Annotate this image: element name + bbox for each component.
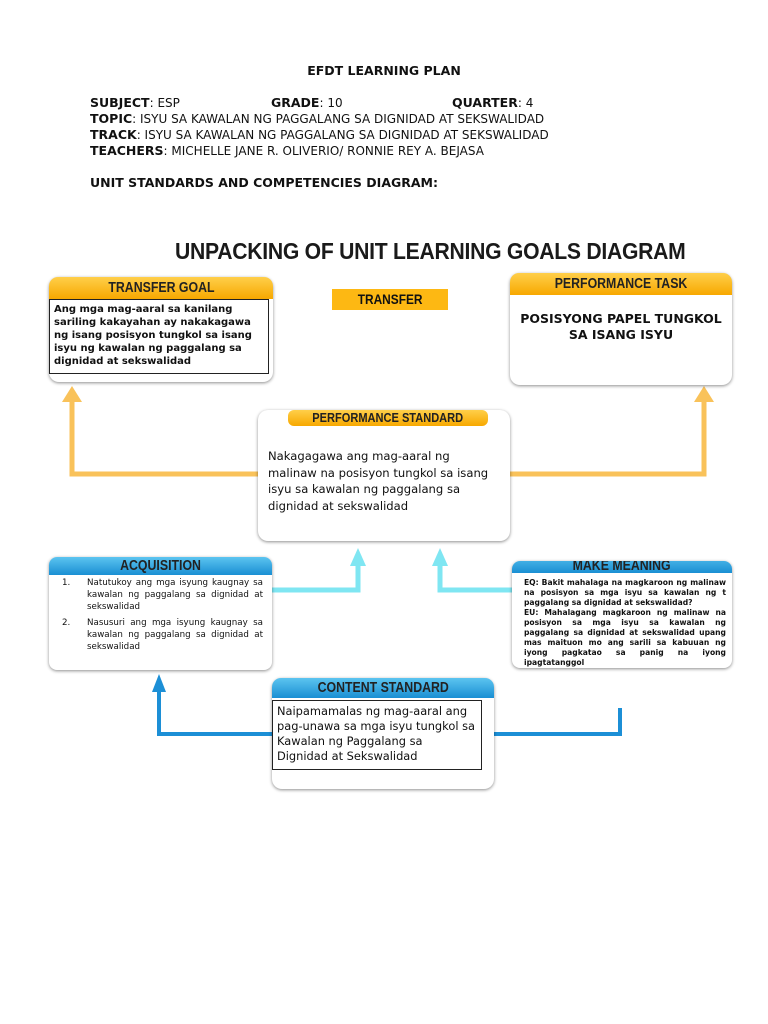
performance-standard-header-text: PERFORMANCE STANDARD (312, 410, 464, 425)
grade-label: GRADE (271, 95, 320, 110)
make-meaning-arrowhead (432, 548, 448, 566)
performance-standard-card (258, 410, 510, 541)
subject-label: SUBJECT (90, 95, 150, 110)
acquisition-arrowhead (350, 548, 366, 566)
teachers-line: TEACHERS: MICHELLE JANE R. OLIVERIO/ RONNIE REY A. BEJASA (90, 143, 484, 158)
acquisition-arrow (272, 562, 358, 590)
essential-question: EQ: Bakit mahalaga na magkaroon ng malinaw na posisyon sa mga isyu sa kawalan ng t paggalang sa dignidad at sekswalidad? (524, 578, 726, 607)
transfer-goal-card (49, 277, 273, 382)
document-title: EFDT LEARNING PLAN (307, 63, 461, 78)
performance-standard-text: Nakagagawa ang mag-aaral ng malinaw na posisyon tungkol sa isang isyu sa kawalan ng paggalang sa dignidad at sekswalidad (268, 449, 489, 513)
content-to-acquisition-arrowhead (152, 674, 166, 692)
diagram-title: UNPACKING OF UNIT LEARNING GOALS DIAGRAM (175, 238, 686, 264)
performance-standard-header (288, 410, 488, 426)
acquisition-header (49, 557, 272, 575)
track-line: TRACK: ISYU SA KAWALAN NG PAGGALANG SA DIGNIDAD AT SEKSWALIDAD (90, 127, 549, 142)
topic-value: ISYU SA KAWALAN NG PAGGALANG SA DIGNIDAD AT SEKSWALIDAD (140, 112, 545, 126)
performance-task-header-text: PERFORMANCE TASK (554, 276, 688, 292)
performance-task-text: POSISYONG PAPEL TUNGKOL SA ISANG ISYU (520, 311, 722, 342)
teachers-label: TEACHERS (90, 143, 164, 158)
content-standard-box (272, 700, 482, 770)
content-standard-text: Naipamamalas ng mag-aaral ang pag-unawa sa mga isyu tungkol sa Kawalan ng Paggalang sa Dignidad at Sekswalidad (277, 704, 476, 763)
track-label: TRACK (90, 127, 137, 142)
make-meaning-header-text: MAKE MEANING (573, 561, 671, 573)
content-to-acquisition-arrow (159, 690, 272, 734)
acquisition-list-wrapper (49, 577, 263, 657)
subject-value: ESP (157, 96, 180, 110)
grade-value: 10 (327, 96, 343, 110)
topic-label: TOPIC (90, 111, 133, 126)
teachers-value: MICHELLE JANE R. OLIVERIO/ RONNIE REY A. BEJASA (171, 144, 484, 158)
performance-task-arrow (510, 398, 704, 474)
transfer-label (332, 289, 448, 310)
make-meaning-body (524, 578, 726, 668)
content-standard-card (272, 678, 494, 789)
performance-task-arrowhead (694, 386, 714, 402)
transfer-goal-header (49, 277, 273, 299)
make-meaning-arrow (440, 562, 512, 590)
topic-line: TOPIC: ISYU SA KAWALAN NG PAGGALANG SA DIGNIDAD AT SEKSWALIDAD (90, 111, 545, 126)
transfer-goal-text: Ang mga mag-aaral sa kanilang sariling kakayahan ay nakakagawa ng isang posisyon tungkol sa isang isyu ng kawalan ng paggalang sa dignidad at sekswalidad (54, 304, 252, 367)
make-meaning-card (512, 561, 732, 668)
acquisition-item-1: 1. Natutukoy ang mga isyung kaugnay sa kawalan ng paggalang sa dignidad at sekswalidad (73, 577, 263, 613)
track-value: ISYU SA KAWALAN NG PAGGALANG SA DIGNIDAD AT SEKSWALIDAD (144, 128, 549, 142)
acquisition-list (49, 577, 263, 653)
make-meaning-header (512, 561, 732, 573)
units-heading: UNIT STANDARDS AND COMPETENCIES DIAGRAM: (90, 175, 438, 190)
transfer-goal-header-text: TRANSFER GOAL (107, 280, 215, 296)
grade-line: GRADE: 10 (271, 95, 343, 110)
transfer-goal-arrowhead (62, 386, 82, 402)
quarter-line: QUARTER: 4 (452, 95, 534, 110)
transfer-goal-arrow (72, 398, 258, 474)
acquisition-card (49, 557, 272, 670)
quarter-label: QUARTER (452, 95, 518, 110)
quarter-value: 4 (525, 96, 534, 110)
acquisition-header-text: ACQUISITION (120, 558, 201, 574)
content-standard-header (272, 678, 494, 698)
enduring-understanding: EU: Mahalagang magkaroon ng malinaw na posisyon sa mga isyu sa kawalan ng paggalang sa dignidad at sekswalidad upang mas maituon mo ang sarili sa kabuuan ng iyong pagkatao sa panig na iyong ipagtatanggol (524, 608, 726, 667)
performance-task-card (510, 273, 732, 385)
performance-task-header (510, 273, 732, 295)
transfer-goal-box (49, 299, 269, 374)
content-to-meaning-line (494, 708, 620, 734)
content-standard-header-text: CONTENT STANDARD (317, 680, 449, 696)
subject-line: SUBJECT: ESP (90, 95, 180, 110)
acquisition-item-2: 2. Nasusuri ang mga isyung kaugnay sa kawalan ng paggalang sa dignidad at sekswalidad (73, 617, 263, 653)
transfer-label-text: TRANSFER (357, 291, 423, 307)
